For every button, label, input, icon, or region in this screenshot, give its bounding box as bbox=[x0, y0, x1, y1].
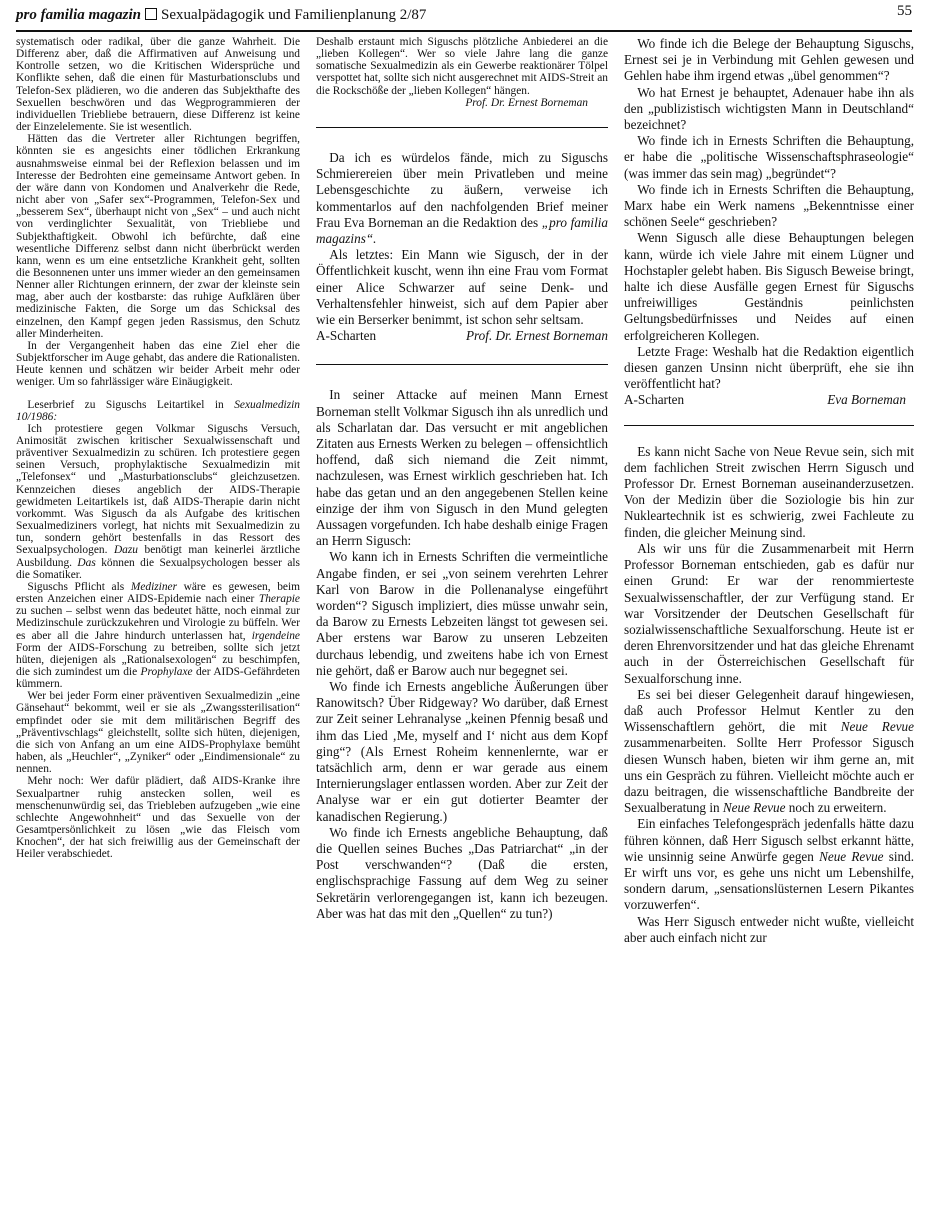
paragraph: Wo finde ich Ernests angebliche Äußerungen über Ranowitsch? Über Ridgeway? Wo darüber, daß Ernest zur Zeit seiner Lehranalyse „keinen Pfennig besaß und ihm das Lied ‚Me, myself and I‘ nicht aus dem Kopf ging“? (Als Ernest Roheim kennenlernte, war er tatsächlich arm, denn er war gerade aus einem Internierungslager entlassen worden. Aber zur Zeit der Analyse war er ein gut dotierter Beamter der kanadischen Regierung.) bbox=[316, 679, 608, 824]
header-title: Sexualpädagogik und Familienplanung 2/87 bbox=[161, 7, 427, 23]
paragraph: Da ich es würdelos fände, mich zu Siguschs Schmierereien über mein Privatleben und meine Lebensgeschichte zu äußern, verweise ich kommentarlos auf den nachfolgenden Brief meiner Frau Eva Borneman an die Redaktion des „pro familia magazins“. bbox=[316, 149, 609, 246]
header-magazine: pro familia magazin Sexualpädagogik und Familienplanung 2/87 bbox=[16, 7, 427, 23]
paragraph: Als wir uns für die Zusammenarbeit mit Herrn Professor Borneman entschieden, gab es dafür nur einen Grund: Er war der renommierteste Sexualwissenschaftler, der zur Verfügung stand. Er war Vorsitzender der Deutschen Gesellschaft für sozialwissenschaftliche Sexualforschung. Heute ist er deren Ehrenvorsitzender und hat das gleiche Ehrenamt auch in der Österreichischen Gesellschaft für Sexualforschung inne. bbox=[624, 540, 914, 686]
divider bbox=[316, 364, 608, 365]
divider bbox=[316, 127, 608, 128]
paragraph: Mehr noch: Wer dafür plädiert, daß AIDS-Kranke ihre Sexualpartner ruhig anstecken sollen, weil es menschenunwürdig sei, das Triebleben aufzugeben „wie eine schlechte Angewohnheit“ und das Sexuelle von der Gesamtpersönlichkeit zu lösen „wie das Fleisch vom Knochen“, der hat sich freiwillig aus der Gemeinschaft der Heiler verabschiedet. bbox=[16, 775, 300, 861]
paragraph: Es sei bei dieser Gelegenheit darauf hingewiesen, daß auch Professor Helmut Kentler zu den Wissenschaftlern gehört, die mit Neue Revue zusammenarbeiten. Sollte Herr Professor Sigusch diesen Wunsch haben, bieten wir ihm gerne an, mit uns ein Gespräch zu führen. Vielleicht möchte auch er dazu beitragen, die wissenschaftliche Bandbreite der Sexualberatung in Neue Revue noch zu erweitern. bbox=[624, 686, 914, 816]
signature-name: Eva Borneman bbox=[827, 392, 906, 408]
page-number: 55 bbox=[897, 3, 912, 19]
separator-box-icon bbox=[145, 8, 157, 20]
paragraph: Deshalb erstaunt mich Siguschs plötzliche Anbiederei an die „lieben Kollegen“. Wer so viele Jahre lang die ganze somatische Sexualmedizin als ein Gewerbe reaktionärer Tölpel verspottet hat, sollte sich nicht ausgerechnet mit AIDS-Streit an die Rockschöße der „lieben Kollegen“ hängen. bbox=[316, 36, 608, 97]
paragraph: In seiner Attacke auf meinen Mann Ernest Borneman stellt Volkmar Sigusch ihn als unredlich und als Scharlatan dar. Das versucht er mit angeblichen Zitaten aus Ernests Werken zu belegen – offensichtlich hoffend, daß sich niemand die Zeit nimmt, nachzulesen, was Ernest wirklich geschrieben hat. Ich habe das getan und an den angegebenen Stellen keine einzige der ihm von Sigusch in den Mund gelegten Aussagen vorgefunden. Ich habe deshalb einige Fragen an Herrn Sigusch: bbox=[316, 387, 608, 549]
paragraph: Wo finde ich Ernests angebliche Behauptung, daß die Quellen seines Buches „Das Patriarchat“ „in der Post verschwanden“? (Daß die ersten, englischsprachige Fassung auf dem Weg zu seiner Sekretärin verlorengegangen ist, kann ich bezeugen. Aber was hat das mit den „Quellen“ zu tun?) bbox=[316, 824, 608, 921]
running-header bbox=[16, 4, 912, 32]
paragraph: Ein einfaches Telefongespräch jedenfalls hätte dazu führen können, daß Herr Sigusch selbst erkannt hätte, wie unsinnig seine Anwürfe gegen Neue Revue sind. Er wirft uns vor, es gehe uns nicht um Lebenshilfe, sondern darum, „sensationslüsternen Lesern Pikantes vorzuwerfen“. bbox=[624, 816, 914, 913]
paragraph: Wo finde ich in Ernests Schriften die Behauptung, er habe die „politische Wissenschaftsphraseologie“ (was immer das sein mag) „begründet“? bbox=[624, 133, 914, 181]
column-left bbox=[16, 36, 300, 860]
paragraph: Als letztes: Ein Mann wie Sigusch, der in der Öffentlichkeit kuscht, wenn ihn eine Frau vom Format einer Alice Schwarzer auf seine Denk- und Verhaltensfehler hinweist, sich auf dem Papier aber wie ein Berserker benimmt, ist schon sehr seltsam. bbox=[316, 247, 608, 327]
paragraph: Wo kann ich in Ernests Schriften die vermeintliche Angabe finden, er sei „von seinem verehrten Lehrer Karl von Barow in die Pollenanalyse eingeführt worden“? Sigusch impliziert, dies müsse unwahr sein, da Barow zu Ernests Lebzeiten längst tot gewesen sei. Aber erstens war Barow zu unseren Lebzeiten durchaus lebendig, und zweitens habe ich von Ernest nie gehört, daß er Barow auch nur begegnet sei. bbox=[316, 549, 608, 678]
signature-place: A-Scharten bbox=[624, 392, 685, 408]
signature-place: A-Scharten bbox=[316, 328, 377, 344]
paragraph: Siguschs Pflicht als Mediziner wäre es gewesen, beim ersten Anzeichen einer AIDS-Epidemie nach einer Therapie zu suchen – selbst wenn das bedeutet hätte, noch einmal zur Medizinschule zurückzukehren und Virologie zu büffeln. Wer es aber all die Jahre hindurch unterlassen hat, irgendeine Form der AIDS-Forschung zu betreiben, sollte sich jetzt hüten, diejenigen als „Rationalsexologen“ zu beschimpfen, die sich zumindest um die Prophylaxe der AIDS-Gefährdeten kümmern. bbox=[16, 580, 300, 691]
paragraph: Es kann nicht Sache von Neue Revue sein, sich mit dem fachlichen Streit zwischen Herrn Sigusch und Professor Dr. Ernest Borneman auseinanderzusetzen. Von der Medizin über die Soziologie bis hin zur Nukleartechnik ist es schwierig, zwei Fachleute zu finden, die gleicher Meinung sind. bbox=[624, 443, 914, 540]
paragraph: Hätten das die Vertreter aller Richtungen begriffen, könnten sie es angesichts einer tödlichen Erkrankung ausnahmsweise einmal bei der Reflexion belassen und im Interesse der Bedrohten eine gemeinsame Antwort geben. In der wäre dann von Kondomen und Analverkehr die Rede, nicht aber von „Safer sex“-Programmen, Telefon-Sex und „besserem Sex“, überhaupt nicht von „Sex“ – und auch nicht von verdinglichter Sexualität, von Triebliebe und Subjekthaftigkeit. Obwohl ich befürchte, daß eine wesentliche Differenz selbst dann nicht überbrückt werden kann, wenn es um eine entsetzliche Krankheit geht, sollten die Besonnenen unter uns immer wieder an den gemeinsamen Nenner aller Richtungen erinnern, der zwar der kleinste sein mag, aber auch der kostbarste: das ruhige Aufklären über medizinische Fakten, die Sorge um das Schicksal des einzelnen, den Kampf gegen jeden Rassismus, den Schutz aller Minderheiten. bbox=[16, 133, 300, 340]
paragraph: Wenn Sigusch alle diese Behauptungen belegen kann, würde ich viele Jahre mit einem Lügner und Hochstapler gelebt haben. Bis Sigusch Beweise bringt, halte ich diese Ausfälle gegen Ernest für Siguschs unfreiwilliges Geständnis peinlichsten Geltungsbedürfnisses und Neides auf einen erfolgreicheren Kollegen. bbox=[624, 230, 914, 343]
signature-line bbox=[316, 328, 608, 344]
paragraph: Wo finde ich die Belege der Behauptung Siguschs, Ernest sei je in Verbindung mit Gehlen gewesen und Gehlen habe ihm irgend etwas „übel genommen“? bbox=[624, 36, 914, 84]
paragraph: Wo finde ich in Ernests Schriften die Behauptung, Marx habe ein Werk namens „Bekenntnisse einer schönen Seele“ geschrieben? bbox=[624, 181, 914, 230]
divider bbox=[624, 425, 914, 426]
paragraph: systematisch oder radikal, über die ganze Wahrheit. Die Differenz aber, daß die Affirmativen auf Anweisung und Kontrolle setzen, wo die Kritischen Widersprüche und Konflikte sehen, daß die einen für Masturbationsclubs und Telefon-Sex plädieren, wo die anderen das Subjekthafte des Sexuellen beschwören und das Wegprogrammieren der individuellen Triebliebe betrauern, diese Differenz ist keine der Einzelelemente. Sie ist wesentlich. bbox=[16, 36, 300, 134]
paragraph: Letzte Frage: Weshalb hat die Redaktion eigentlich diesen ganzen Unsinn nicht überprüft, ehe sie ihn veröffentlicht hat? bbox=[624, 343, 914, 392]
signature: Prof. Dr. Ernest Borneman bbox=[465, 96, 588, 109]
paragraph: In der Vergangenheit haben das eine Ziel eher die Subjektforscher im Auge gehabt, das andere die Rationalisten. Heute kennen und schätzen wir beider Arbeit mehr oder weniger. Um so fahrlässiger wäre Einäugigkeit. bbox=[16, 339, 300, 389]
letter-intro: Leserbrief zu Siguschs Leitartikel in Sexualmedizin 10/1986: bbox=[16, 398, 300, 423]
paragraph: Wo hat Ernest je behauptet, Adenauer habe ihn als den „publizistisch wichtigsten Mann in Deutschland“ bezeichnet? bbox=[624, 84, 914, 133]
paragraph: Ich protestiere gegen Volkmar Siguschs Versuch, Animosität zwischen kritischer Sexualwissenschaft und präventiver Sexualmedizin zu schüren. Ich protestiere gegen seinen Versuch, prophylaktische Sexualmedizin mit „Telefonsex“ und „Masturbationsclubs“ gleichzusetzen. Kennzeichen dieses angeblich der AIDS-Therapie gewidmeten Leitartikels ist, daß AIDS-Therapie darin nicht vorkommt. Was Sigusch da als Aufgabe des kritischen Sexualmediziners vorlegt, hat nichts mit Sexualmedizin zu tun, sondern gehört bestenfalls in das Ressort des Sexualpsychologen. Dazu benötigt man keinerlei ärztliche Ausbildung. Das können die Sexualpsychologen besser als die Somatiker. bbox=[16, 422, 300, 581]
signature-line bbox=[624, 392, 914, 408]
paragraph: Was Herr Sigusch entweder nicht wußte, vielleicht aber auch einfach nicht zur bbox=[624, 913, 914, 945]
paragraph: Wer bei jeder Form einer präventiven Sexualmedizin „eine Gänsehaut“ bekommt, weil er sie als „Zwangssterilisation“ empfindet oder sie mit dem militärischen Begriff des „Präventivschlags“ gleichstellt, sollte sich hüten, diejenigen, die sich von Anfang an um eine AIDS-Prophylaxe bemüht haben, als „Heuchler“, „Zyniker“ oder „Eindimensionale“ zu nennen. bbox=[16, 690, 300, 776]
column-right bbox=[624, 36, 914, 946]
signature-name: Prof. Dr. Ernest Borneman bbox=[465, 328, 608, 344]
column-middle bbox=[316, 36, 608, 922]
